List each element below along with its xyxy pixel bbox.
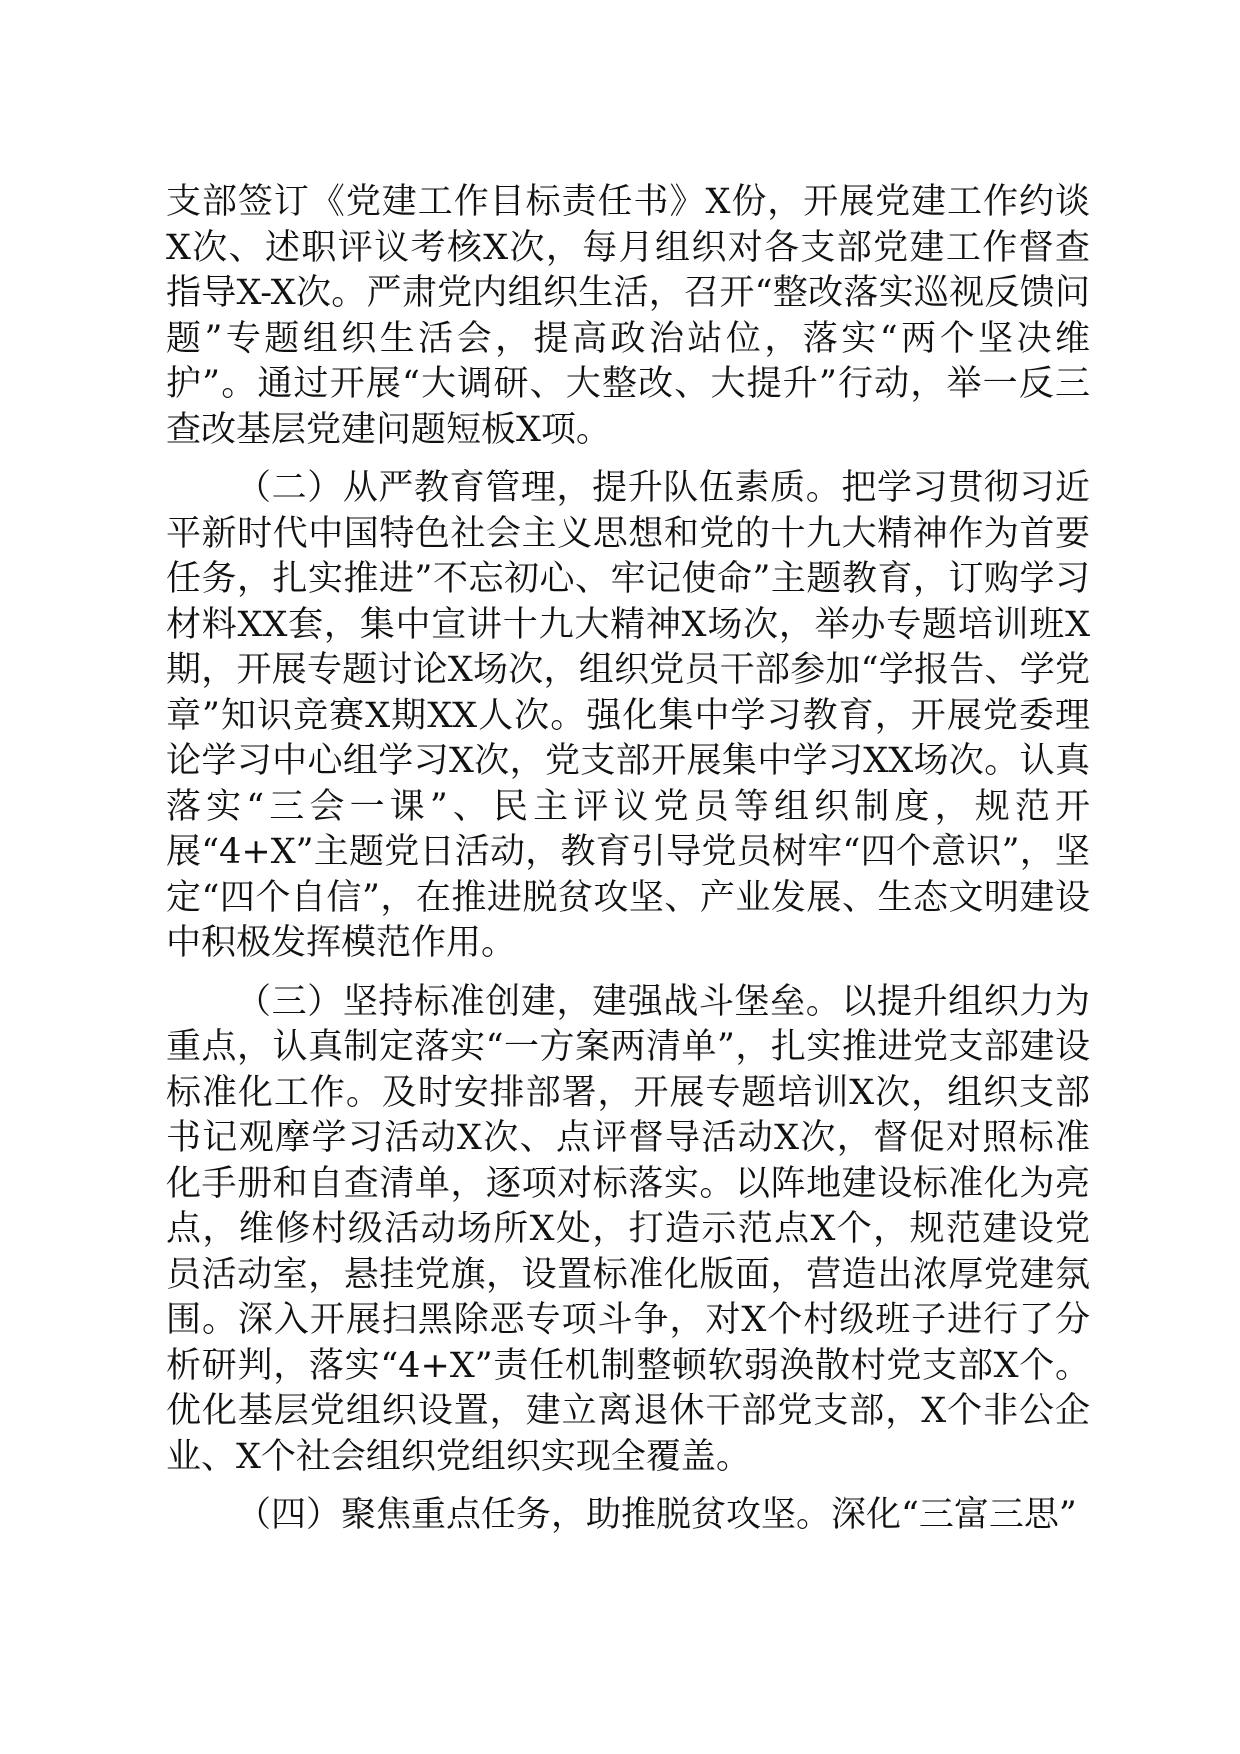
paragraph-education-management: （二）从严教育管理，提升队伍素质。把学习贯彻习近平新时代中国特色社会主义思想和党的十九大精神作为首要任务，扎实推进”不忘初心、牢记使命”主题教育，订购学习材料XX套，集中宣讲十九大精神X场次，举办专题培训班X期，开展专题讨论X场次，组织党员干部参加“学报告、学党章”知识竞赛X期XX人次。强化集中学习教育，开展党委理论学习中心组学习X次，党支部开展集中学习XX场次。认真落实“三会一课”、民主评议党员等组织制度，规范开展“4+X”主题党日活动，教育引导党员树牢“四个意识”，坚定“四个自信”，在推进脱贫攻坚、产业发展、生态文明建设中积极发挥模范作用。 <box>166 468 1090 963</box>
paragraph-standardization-building: （三）坚持标准创建，建强战斗堡垒。以提升组织力为重点，认真制定落实“一方案两清单”，扎实推进党支部建设标准化工作。及时安排部署，开展专题培训X次，组织支部书记观摩学习活动X次、点评督导活动X次，督促对照标准化手册和自查清单，逐项对标落实。以阵地建设标准化为亮点，维修村级活动场所X处，打造示范点X个，规范建设党员活动室，悬挂党旗，设置标准化版面，营造出浓厚党建氛围。深入开展扫黑除恶专项斗争，对X个村级班子进行了分析研判，落实“4+X”责任机制整顿软弱涣散村党支部X个。优化基层党组织设置，建立离退休干部党支部，X个非公企业、X个社会组织党组织实现全覆盖。 <box>166 981 1090 1477</box>
paragraph-poverty-alleviation: （四）聚焦重点任务，助推脱贫攻坚。深化“三富三思” <box>236 1495 1077 1535</box>
document-body <box>166 180 1090 1552</box>
paragraph-party-building-responsibility: 支部签订《党建工作目标责任书》X份，开展党建工作约谈X次、述职评议考核X次，每月组织对各支部党建工作督查指导X-X次。严肃党内组织生活，召开“整改落实巡视反馈问题”专题组织生活会，提高政治站位，落实“两个坚决维护”。通过开展“大调研、大整改、大提升”行动，举一反三查改基层党建问题短板X项。 <box>166 182 1090 450</box>
